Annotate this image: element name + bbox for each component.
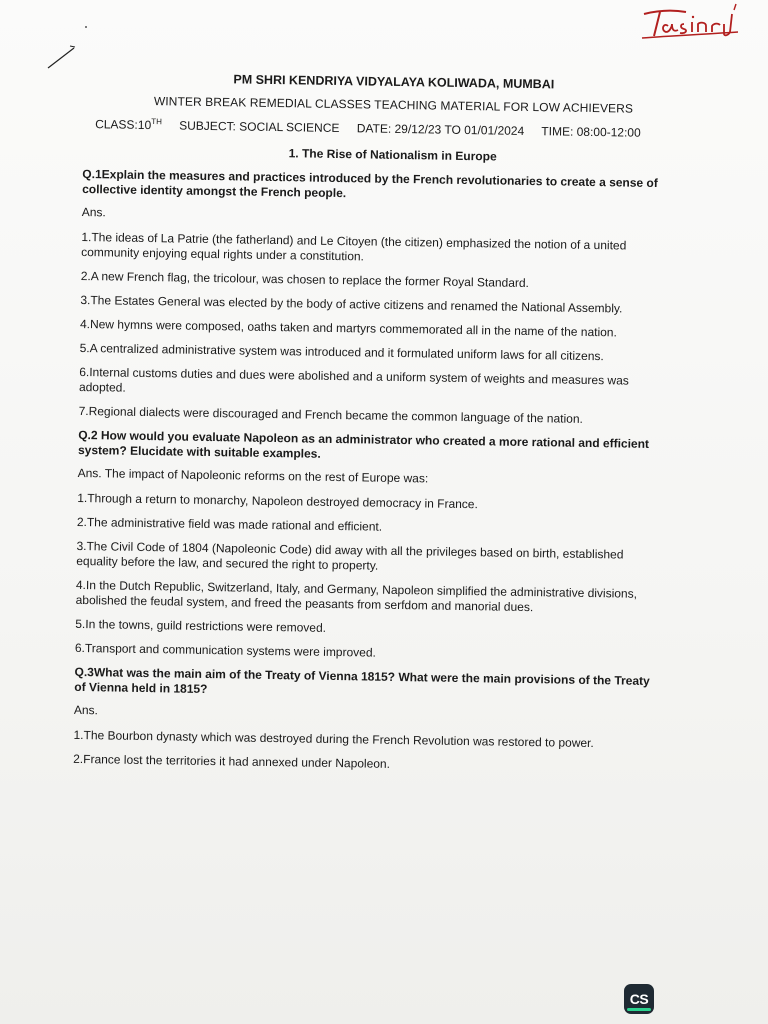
answer-point: 7.Regional dialects were discouraged and French became the common language of the nation. xyxy=(78,403,584,426)
answer-1-label: Ans. xyxy=(81,204,106,220)
question-2: Q.2 How would you evaluate Napoleon as an administrator who created a more rational and efficient system? Elucidate with suitable examples. xyxy=(77,427,650,461)
answer-point: 6.Transport and communication systems were improved. xyxy=(74,640,377,660)
chapter-title: 1. The Rise of Nationalism in Europe xyxy=(288,146,497,164)
school-name: PM SHRI KENDRIYA VIDYALAYA KOLIWADA, MUMBAI xyxy=(233,72,555,92)
answer-point: 1.The Bourbon dynasty which was destroyed during the French Revolution was restored to power. xyxy=(73,727,594,751)
answer-2-label: Ans. The impact of Napoleonic reforms on the rest of Europe was: xyxy=(77,465,429,486)
question-3: Q.3What was the main aim of the Treaty of Vienna 1815? What were the main provisions of the Treaty of Vienna held in 1815? xyxy=(74,664,650,697)
answer-point: 6.Internal customs duties and dues were abolished and a uniform system of weights and measures was adopted. xyxy=(78,364,629,395)
answer-point: 1.The ideas of La Patrie (the fatherland) and Le Citoyen (the citizen) emphasized the notion of a united community enjoying equal rights under a constitution. xyxy=(81,229,627,264)
answer-point: 2.France lost the territories it had annexed under Napoleon. xyxy=(73,751,391,771)
date-label: DATE: 29/12/23 TO 01/01/2024 xyxy=(356,121,525,138)
camscanner-logo-icon: CS xyxy=(624,984,654,1014)
time-label: TIME: 08:00-12:00 xyxy=(541,124,641,140)
answer-point: 4.In the Dutch Republic, Switzerland, Italy, and Germany, Napoleon simplified the administrative divisions, abolished the feudal system, and freed the peasants from serfdom and manorial dues. xyxy=(75,577,638,615)
answer-point: 3.The Estates General was elected by the body of active citizens and renamed the National Assembly. xyxy=(80,292,623,316)
pen-tick-mark xyxy=(46,44,78,70)
handwritten-signature xyxy=(638,2,746,46)
ink-dot xyxy=(84,16,88,20)
answer-point: 2.A new French flag, the tricolour, was chosen to replace the former Royal Standard. xyxy=(80,268,530,291)
answer-3-label: Ans. xyxy=(73,702,99,718)
document-title: WINTER BREAK REMEDIAL CLASSES TEACHING MATERIAL FOR LOW ACHIEVERS xyxy=(153,94,634,116)
class-label xyxy=(95,117,162,132)
class-value: CLASS:10 xyxy=(95,117,152,133)
answer-point: 5.A centralized administrative system was introduced and it formulated uniform laws for all citizens. xyxy=(79,340,604,364)
class-info-line xyxy=(95,116,663,140)
answer-point: 2.The administrative field was made rational and efficient. xyxy=(76,514,383,534)
question-1: Q.1Explain the measures and practices introduced by the French revolutionaries to create a sense of collective identity amongst the French people. xyxy=(82,166,658,201)
subject-label: SUBJECT: SOCIAL SCIENCE xyxy=(179,118,340,136)
answer-point: 4.New hymns were composed, oaths taken and martyrs commemorated all in the name of the nation. xyxy=(79,316,617,340)
class-superscript: TH xyxy=(151,117,162,127)
answer-point: 5.In the towns, guild restrictions were removed. xyxy=(75,616,327,635)
document-content xyxy=(73,70,664,785)
answer-point: 1.Through a return to monarchy, Napoleon destroyed democracy in France. xyxy=(77,490,478,512)
answer-point: 3.The Civil Code of 1804 (Napoleonic Code) did away with all the privileges based on birth, established equality before the law, and secured the right to property. xyxy=(76,538,624,573)
